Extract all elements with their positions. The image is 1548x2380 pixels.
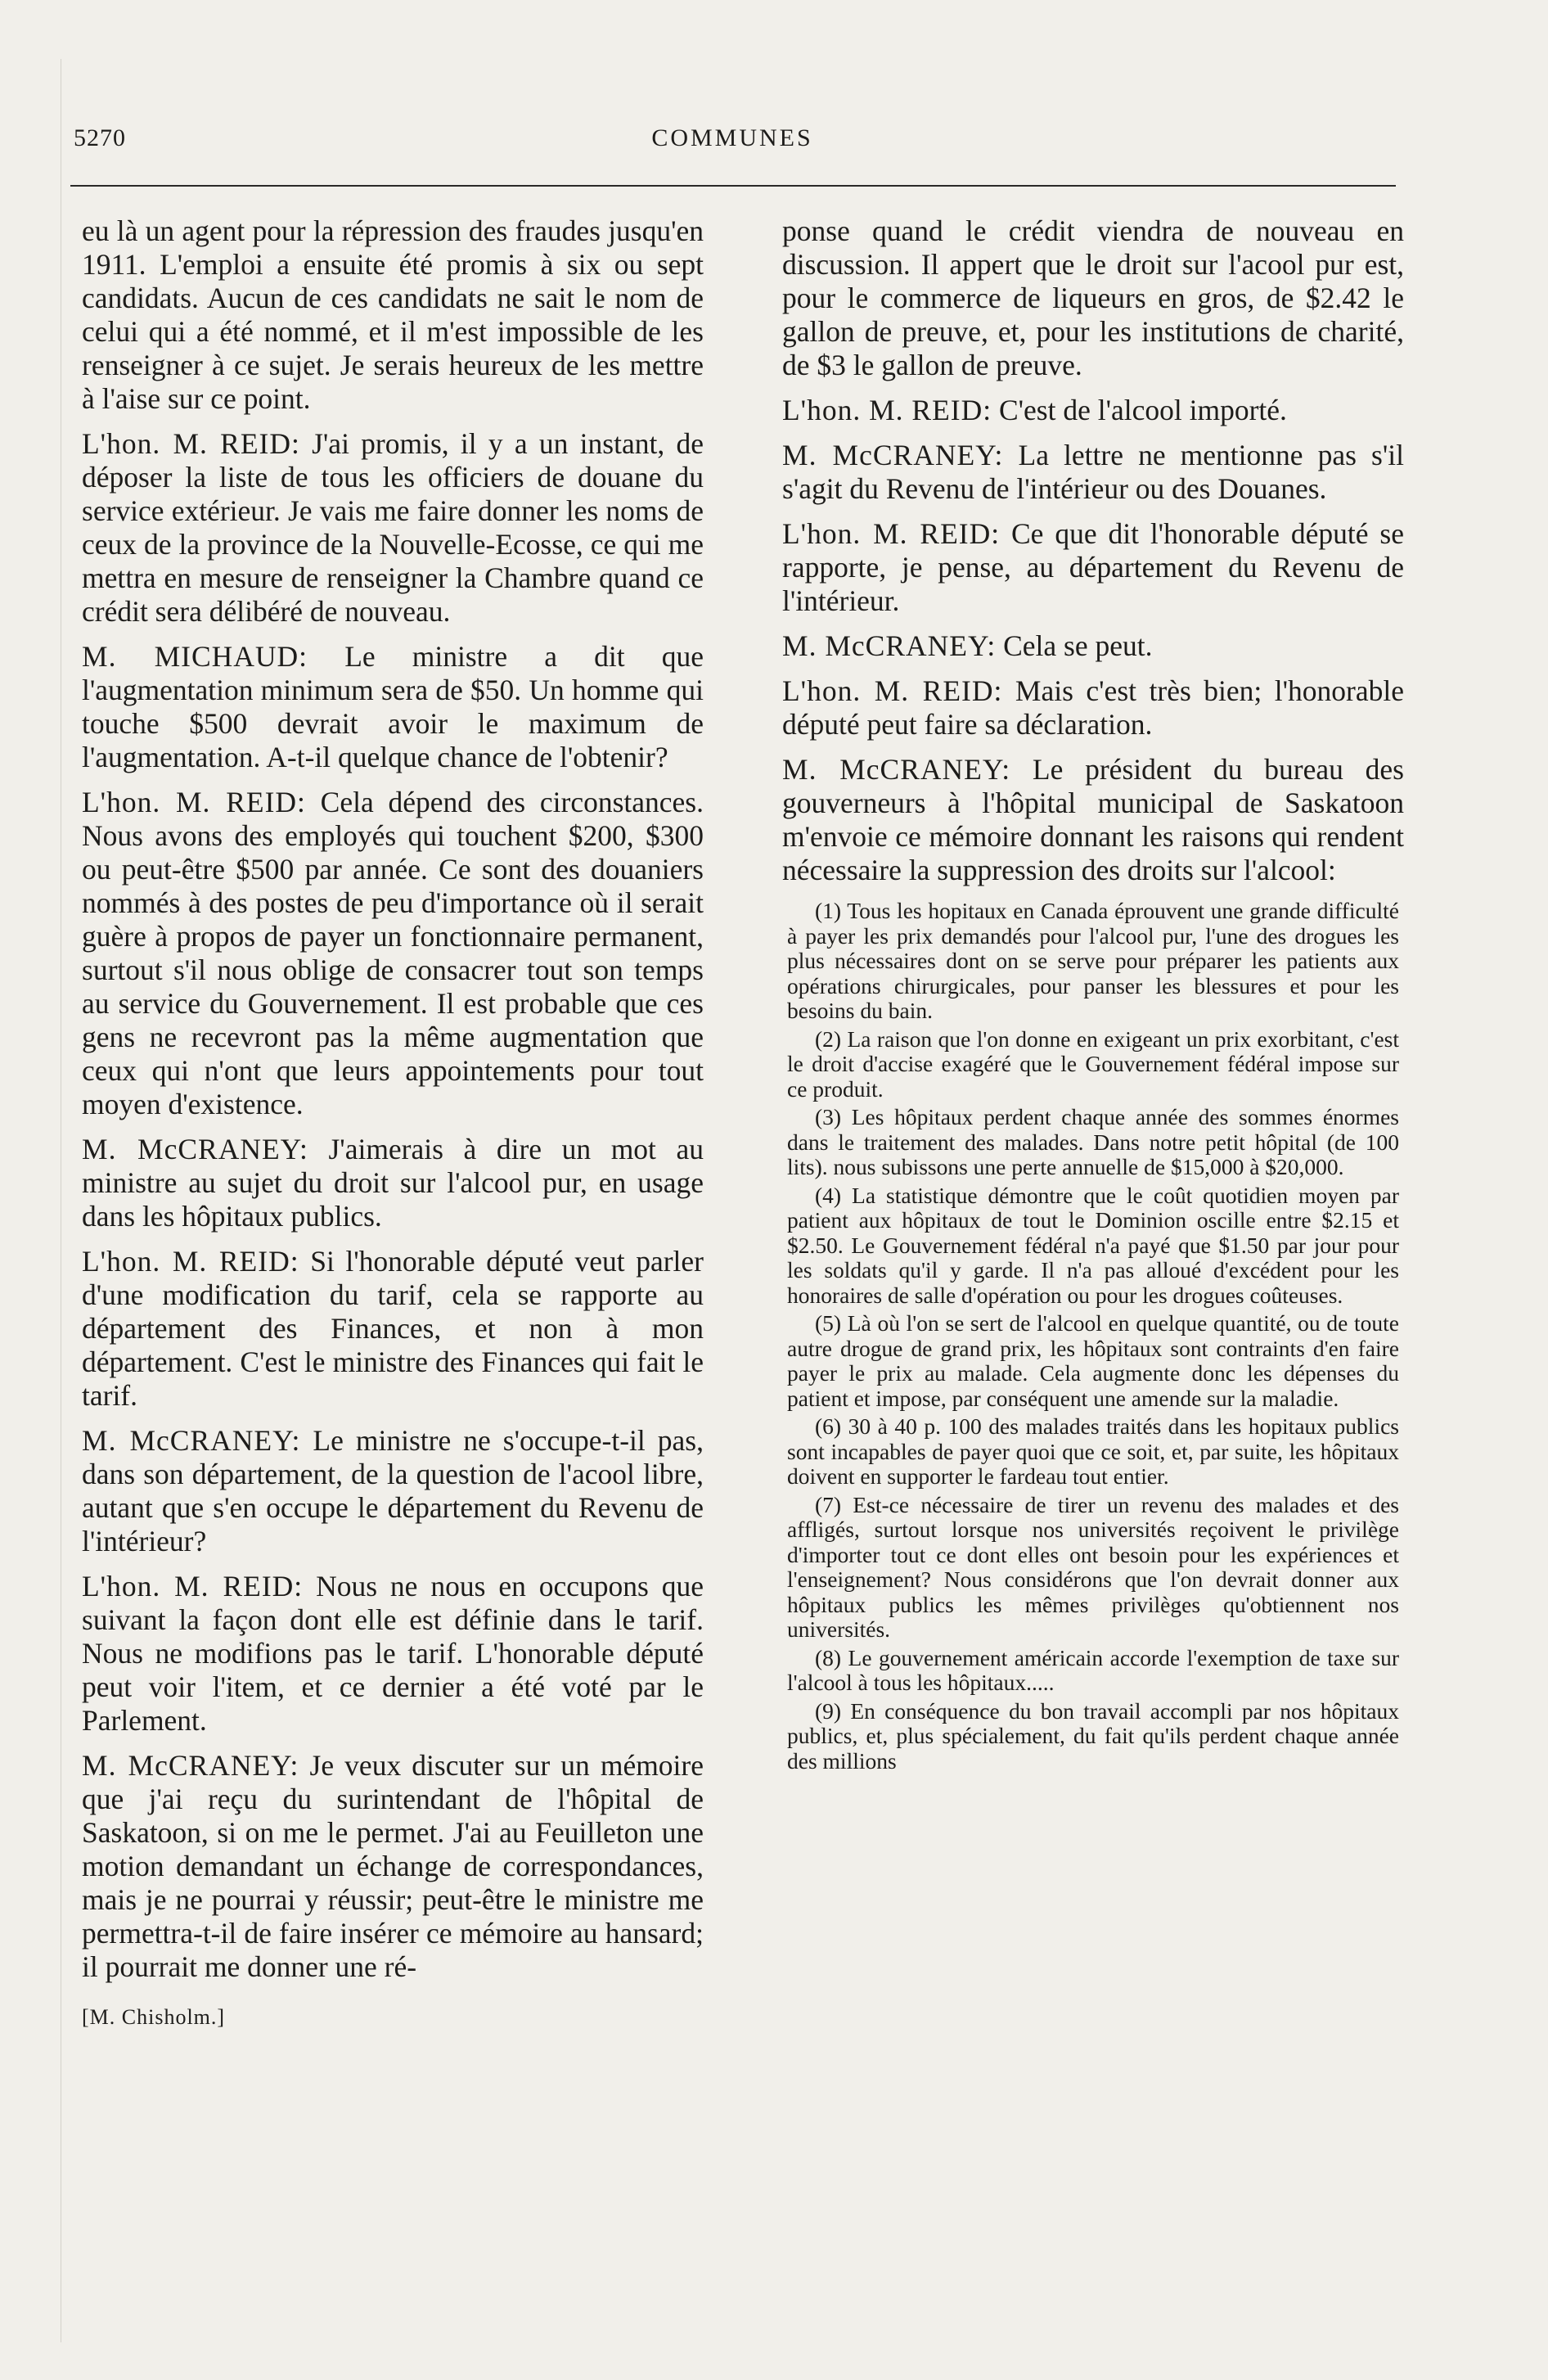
paragraph-text: Ce que dit l'honorable député se rapporte, je pense, au département du Revenu de l'intérieur. bbox=[782, 517, 1404, 617]
memo-item: (6) 30 à 40 p. 100 des malades traités dans les hopitaux publics sont incapables de payer quoi que ce soit, et, par suite, les hôpitaux doivent en supporter le fardeau tout entier. bbox=[787, 1413, 1399, 1489]
paragraph-text: Je veux discuter sur un mémoire que j'ai reçu du surintendant de l'hôpital de Saskatoon, si on me le permet. J'ai au Feuilleton une motion demandant un échange de correspondances, mais je ne pourrai y réussir; peut-être le ministre me permettra-t-il de faire insérer ce mémoire au hansard; il pourrait me donner une ré- bbox=[82, 1749, 704, 1983]
paragraph bbox=[782, 394, 1404, 427]
speaker-name: M. McCRANEY: bbox=[782, 753, 1011, 786]
speaker-name: M. McCRANEY: bbox=[82, 1424, 301, 1457]
speaker-name: L'hon. M. REID: bbox=[782, 674, 1003, 707]
paragraph bbox=[82, 427, 704, 629]
speaker-name: M. McCRANEY: bbox=[782, 439, 1004, 471]
paragraph-text: Nous ne nous en occupons que suivant la façon dont elle est définie dans le tarif. Nous ne modifions pas le tarif. L'honorable député peut voir l'item, et ce dernier a été voté par le Parlement. bbox=[82, 1570, 704, 1737]
paragraph-text: Le ministre ne s'occupe-t-il pas, dans son département, de la question de l'acool libre, autant que s'en occupe le département du Revenu de l'intérieur? bbox=[82, 1424, 704, 1557]
speaker-name: M. McCRANEY: bbox=[782, 629, 997, 662]
paragraph-text: Le ministre a dit que l'augmentation minimum sera de $50. Un homme qui touche $500 devrait avoir le maximum de l'augmentation. A-t-il quelque chance de l'obtenir? bbox=[82, 640, 704, 773]
memo-item: (2) La raison que l'on donne en exigeant un prix exorbitant, c'est le droit d'accise exagéré que le Gouvernement fédéral impose sur ce produit. bbox=[787, 1025, 1399, 1102]
memo-item: (5) Là où l'on se sert de l'alcool en quelque quantité, ou de toute autre drogue de grand prix, les hôpitaux sont contraints d'en faire payer le prix au malade. Cela augmente donc les dépenses du patient et impose, par conséquent une amende sur la maladie. bbox=[787, 1310, 1399, 1411]
paragraph-text: ponse quand le crédit viendra de nouveau en discussion. Il appert que le droit sur l'acool pur est, pour le commerce de liqueurs en gros, de $2.42 le gallon de preuve, et, pour les institutions de charité, de $3 le gallon de preuve. bbox=[782, 214, 1404, 381]
paragraph-text: Si l'honorable député veut parler d'une modification du tarif, cela se rapporte au département des Finances, et non à mon département. C'est le ministre des Finances qui fait le tarif. bbox=[82, 1245, 704, 1412]
paragraph-text: J'ai promis, il y a un instant, de déposer la liste de tous les officiers de douane du service extérieur. Je vais me faire donner les noms de ceux de la province de la Nouvelle-Ecosse, ce qui me mettra en mesure de renseigner la Chambre quand ce crédit sera délibéré de nouveau. bbox=[82, 427, 704, 628]
paragraph bbox=[782, 629, 1404, 663]
speaker-name: L'hon. M. REID: bbox=[782, 394, 992, 426]
paragraph-text: Cela dépend des circonstances. Nous avons des employés qui touchent $200, $300 ou peut-être $500 par année. Ce sont des douaniers nommés à des postes de peu d'importance où il serait guère à propos de payer un fonctionnaire permanent, surtout s'il nous oblige de consacrer tout son temps au service du Gouvernement. Il est probable que ces gens ne recevront pas la même augmentation que ceux qui n'ont que leurs appointements pour tout moyen d'existence. bbox=[82, 786, 704, 1120]
paragraph bbox=[82, 786, 704, 1121]
paragraph-text: C'est de l'alcool importé. bbox=[992, 394, 1287, 426]
paragraph-text: Le président du bureau des gouverneurs à l'hôpital municipal de Saskatoon m'envoie ce mémoire donnant les raisons qui rendent nécessaire la suppression des droits sur l'alcool: bbox=[782, 753, 1404, 886]
memo-item: (4) La statistique démontre que le coût quotidien moyen par patient aux hôpitaux de tout le Dominion oscille entre $2.15 et $2.50. Le Gouvernement fédéral n'a payé que $1.50 par jour pour les soldats qu'il y garde. Il n'a pas alloué d'excédent pour les honoraires de salle d'opération ou pour les drogues coûteuses. bbox=[787, 1182, 1399, 1308]
paragraph bbox=[82, 640, 704, 774]
memo-item: (9) En conséquence du bon travail accompli par nos hôpitaux publics, et, plus spécialement, du fait qu'ils perdent chaque année des millions bbox=[787, 1697, 1399, 1774]
right-column bbox=[782, 214, 1404, 1778]
paragraph bbox=[82, 1424, 704, 1558]
paragraph bbox=[782, 517, 1404, 618]
speaker-name: M. McCRANEY: bbox=[82, 1749, 299, 1782]
speaker-name: L'hon. M. REID: bbox=[82, 786, 306, 818]
memo-item: (7) Est-ce nécessaire de tirer un revenu des malades et des affligés, surtout lorsque nos universités reçoivent le privilège d'importer tout ce dont elles ont besoin pour les expériences et l'enseignement? Nous considérons que l'on devrait donner aux hôpitaux publics les mêmes privilèges qu'obtiennent nos universités. bbox=[787, 1491, 1399, 1642]
left-paragraphs bbox=[82, 214, 704, 1984]
paragraph-text: Mais c'est très bien; l'honorable député peut faire sa déclaration. bbox=[782, 674, 1404, 741]
paragraph-text: Cela se peut. bbox=[996, 629, 1153, 662]
paragraph bbox=[82, 1570, 704, 1738]
paragraph bbox=[782, 439, 1404, 506]
paragraph bbox=[82, 1245, 704, 1413]
left-column bbox=[82, 214, 704, 2034]
paragraph-text: eu là un agent pour la répression des fraudes jusqu'en 1911. L'emploi a ensuite été promis à six ou sept candidats. Aucun de ces candidats ne sait le nom de celui qui a été nommé, et il m'est impossible de les renseigner à ce sujet. Je serais heureux de les mettre à l'aise sur ce point. bbox=[82, 214, 704, 415]
header-rule bbox=[70, 185, 1396, 187]
memo-block bbox=[787, 899, 1399, 1774]
paragraph bbox=[782, 214, 1404, 382]
paragraph-text: J'aimerais à dire un mot au ministre au sujet du droit sur l'alcool pur, en usage dans les hôpitaux publics. bbox=[82, 1133, 704, 1233]
paragraph bbox=[82, 214, 704, 416]
memo-item: (3) Les hôpitaux perdent chaque année des sommes énormes dans le traitement des malades. Dans notre petit hôpital (de 100 lits). nous subissons une perte annuelle de $15,000 à $20,000. bbox=[787, 1104, 1399, 1179]
page-number: 5270 bbox=[74, 124, 126, 151]
paragraph-text: La lettre ne mentionne pas s'il s'agit du Revenu de l'intérieur ou des Douanes. bbox=[782, 439, 1404, 505]
speaker-name: M. MICHAUD: bbox=[82, 640, 308, 673]
right-paragraphs bbox=[782, 214, 1404, 887]
memo-item: (8) Le gouvernement américain accorde l'exemption de taxe sur l'alcool à tous les hôpitaux..... bbox=[787, 1644, 1399, 1695]
paragraph bbox=[782, 753, 1404, 887]
memo-item: (1) Tous les hopitaux en Canada éprouvent une grande difficulté à payer les prix demandés pour l'alcool pur, l'une des drogues les plus nécessaires dont on se serve pour préparer les patients aux opérations chirurgicales, pour panser les blessures et pour les besoins du bain. bbox=[787, 898, 1399, 1023]
paragraph bbox=[82, 1749, 704, 1984]
speaker-name: L'hon. M. REID: bbox=[82, 427, 300, 460]
paragraph bbox=[82, 1133, 704, 1233]
attribution: [M. Chisholm.] bbox=[82, 2005, 226, 2029]
speaker-name: M. McCRANEY: bbox=[82, 1133, 308, 1165]
speaker-name: L'hon. M. REID: bbox=[82, 1570, 304, 1602]
running-title: COMMUNES bbox=[651, 124, 813, 151]
paragraph bbox=[782, 674, 1404, 741]
page-header bbox=[74, 124, 1391, 164]
speaker-name: L'hon. M. REID: bbox=[82, 1245, 299, 1278]
speaker-name: L'hon. M. REID: bbox=[782, 517, 1001, 550]
